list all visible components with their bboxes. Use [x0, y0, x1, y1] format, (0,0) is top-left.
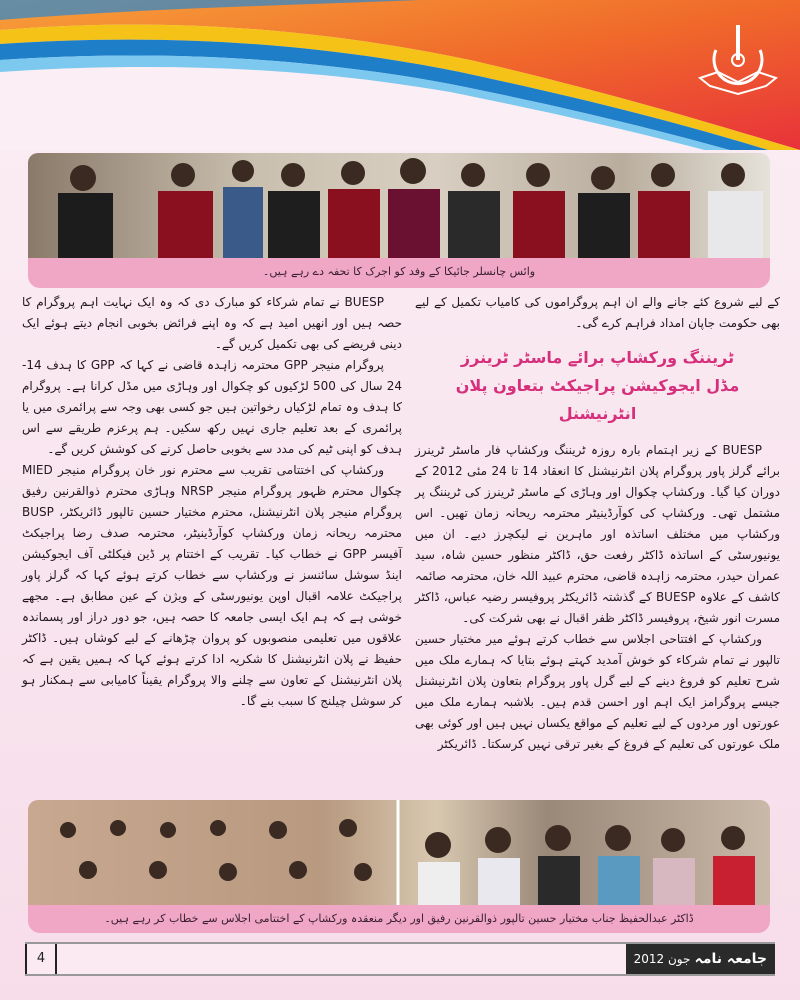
- right-column: [415, 292, 780, 755]
- page-footer: [25, 942, 775, 976]
- bottom-photo: [28, 800, 770, 906]
- university-logo: [698, 20, 778, 110]
- body-paragraph: ورکشاپ کے افتتاحی اجلاس سے خطاب کرتے ہوئے میر مختیار حسین تالپور نے تمام شرکاء کو خوش آمدید کہتے ہوئے بتایا کہ ہمارے ملک میں شرح تعلیم کو فروغ دینے کے لیے گرل پاور پروگرام بتعاون پلان انٹرنیشنل جیسے پروگرامز ایک اہم اور احسن قدم ہیں۔ بلاشبہ ہمارے ملک میں عورتوں اور مردوں کے لیے تعلیم کے مواقع یکساں نہیں ہیں اور کوئی بھی ملک عورتوں کی تعلیم کے فروغ کے بغیر ترقی نہیں کرسکتا۔ ڈائریکٹر: [415, 632, 780, 751]
- intro-paragraph: کے لیے شروع کئے جانے والے ان اہم پروگراموں کی کامیاب تکمیل کے لیے بھی حکومت جاپان امداد فراہم کرے گی۔: [415, 295, 780, 330]
- heading-line-1: ٹریننگ ورکشاپ برائے ماسٹر ٹرینرز: [460, 348, 735, 367]
- article-heading: [415, 344, 780, 428]
- body-paragraph: BUESP کے زیر اہتمام بارہ روزہ ٹریننگ ورکشاپ فار ماسٹر ٹرینرز برائے گرلز پاور پروگرام پلان انٹرنیشنل کا انعقاد 14 تا 24 مئی 2012 کے دوران کیا گیا۔ ورکشاپ چکوال اور وہاڑی کے ماسٹر ٹرینرز کی ٹریننگ پر مشتمل تھی۔ ورکشاپ کی کوآرڈینیٹر محترمہ ریحانہ زمان تھیں۔ اس ورکشاپ میں مختلف اساتذہ اور ماہرین نے لیکچرز دیے۔ ان میں یونیورسٹی کے اساتذہ ڈاکٹر رفعت حق، ڈاکٹر منظور حسین شاہ، سید عمران حیدر، محترمہ زاہدہ قاضی، محترم عبید اللہ خان، محترمہ صائمہ کاشف کے علاوہ BUESP کے گذشتہ ڈائریکٹر پروفیسر رضیہ عباس، ڈاکٹر مسرت انور شیخ، پروفیسر ڈاکٹر ظفر اقبال نے بھی شرکت کی۔: [415, 443, 781, 625]
- page-number: 4: [25, 944, 57, 974]
- magazine-name: جامعہ نامہ: [694, 951, 767, 967]
- body-paragraph: پروگرام منیجر GPP محترمہ زاہدہ قاضی نے کہا کہ GPP کا ہدف 14-24 سال کی 500 لڑکیوں کو چکوال اور وہاڑی میں مڈل کرانا ہے۔ پروگرام کا ہدف وہ تمام لڑکیاں رخواتین ہیں جو کسی بھی وجہ سے پرائمری میں یا پرائمری کے بعد تعلیم جاری نہیں رکھ سکیں۔ ہم پرعزم طریقے سے اس ہدف کو اپنی ٹیم کی مدد سے بخوبی حاصل کرنے کی کوشش کریں گے۔: [22, 358, 403, 456]
- left-column: [22, 292, 402, 712]
- top-photo: [28, 153, 770, 259]
- body-paragraph: ورکشاپ کی اختتامی تقریب سے محترم نور خان پروگرام منیجر MIED چکوال محترم ظہور پروگرام منیجر NRSP وہاڑی محترم ذوالقرنین رفیق پروگرام منیجر پلان انٹرنیشنل، محترم مختیار حسین تالپور ڈائریکٹر، BUSP محترمہ ریحانہ زمان ورکشاپ کوآرڈینیٹر، محترمہ صدف رضا پراجیکٹ آفیسر GPP نے خطاب کیا۔ تقریب کے اختتام پر ڈین فیکلٹی آف ایجوکیشن اینڈ سوشل سائنسز نے ورکشاپ سے خطاب کرتے ہوئے کہا کہ گرلز پاور پراجیکٹ علامہ اقبال اوپن یونیورسٹی کے ویژن کے عین مطابق ہے۔ مجھے خوشی ہے کہ ہم ایک ایسی جامعہ کا حصہ ہیں، جو دور دراز اور پسماندہ علاقوں میں تعلیمی منصوبوں کو پروان چڑھانے کے لیے کوشاں ہیں۔ ڈاکٹر حفیظ نے پلان انٹرنیشنل کا شکریہ ادا کرتے ہوئے کہا کہ ہمیں یقین ہے کہ پلان انٹرنیشنل کے تعاون سے چلنے والا پروگرام یقیناً کامیابی سے ہمکنار ہو کر سوشل چیلنج کا سبب بنے گا۔: [22, 463, 402, 708]
- header-banner: [0, 0, 800, 150]
- body-paragraph: BUESP نے تمام شرکاء کو مبارک دی کہ وہ ایک نہایت اہم پروگرام کا حصہ ہیں اور انھیں امید ہے کہ وہ اپنے فرائض بخوبی انجام دیتے ہوئے ایک دینی فریضے کی بھی تکمیل کریں گے۔: [22, 295, 402, 351]
- masthead: [626, 944, 775, 974]
- header-swoosh-graphic: [0, 0, 800, 150]
- meeting-photo-people: [28, 800, 770, 906]
- top-photo-caption: وائس چانسلر جائیکا کے وفد کو اجرک کا تحفہ دے رہے ہیں۔: [28, 258, 770, 288]
- group-photo-people: [28, 153, 770, 259]
- issue-date: جون 2012: [633, 952, 691, 966]
- bottom-photo-caption: ڈاکٹر عبدالحفیظ جناب مختیار حسین تالپور ذوالقرنین رفیق اور دیگر منعقدہ ورکشاپ کے اختتامی اجلاس سے خطاب کر رہے ہیں۔: [28, 905, 770, 933]
- heading-line-2: مڈل ایجوکیشن پراجیکٹ بتعاون پلان انٹرنیشنل: [455, 376, 740, 423]
